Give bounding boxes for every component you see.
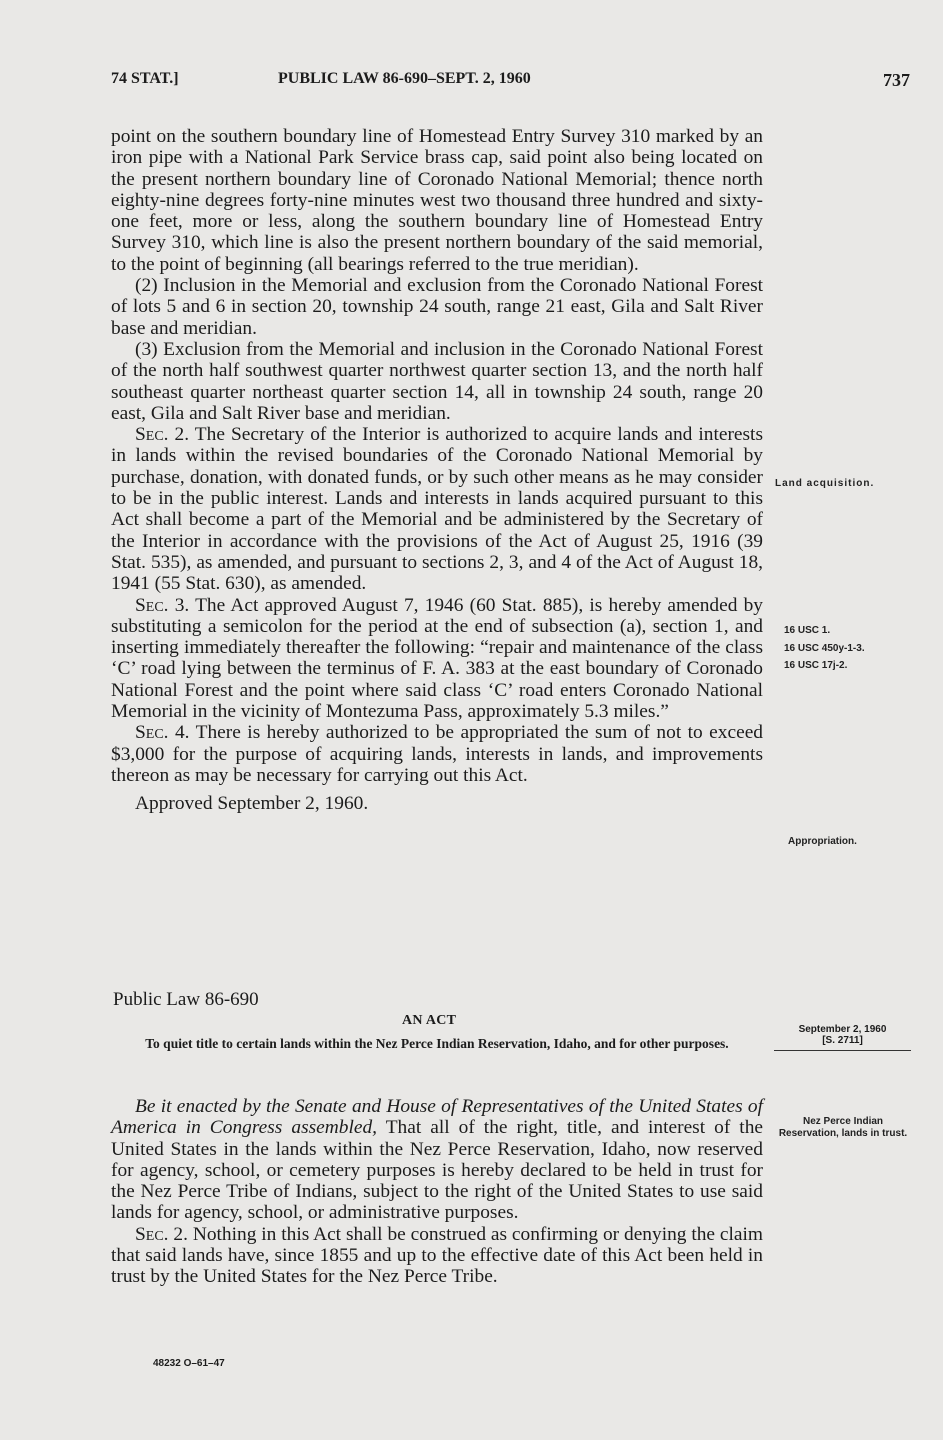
margin-note-usc: 16 USC 1. [784,625,831,636]
section-label: Sec. 2. [135,1223,188,1245]
margin-note-usc: 16 USC 450y-1-3. [784,643,865,654]
approval-line: Approved September 2, 1960. [135,793,369,815]
margin-note-land-acquisition: Land acquisition. [775,478,875,489]
bill-number: [S. 2711] [822,1035,863,1046]
enactment-date-note [774,1024,911,1046]
section-text: Nothing in this Act shall be construed as confirming or denying the claim that said lands have, since 1855 and up to the effective date of this Act been held in trust by the United States for the Nez Perce Tribe. [111,1223,763,1288]
an-act-heading: AN ACT [402,1013,457,1028]
section-text: The Secretary of the Interior is authorized to acquire lands and interests in lands within the revised boundaries of the Coronado National Memorial by purchase, donation, with donated funds, or by such other means as he may consider to be in the public interest. Lands and interests in lands acquired pursuant to this Act shall become a part of the Memorial and be administered by the Secretary of the Interior in accordance with the provisions of the Act of August 25, 1916 (39 Stat. 535), as amended, and pursuant to sections 2, 3, and 4 of the Act of August 18, 1941 (55 Stat. 630), as amended. [111,424,763,595]
enacting-clause: Be it enacted by the Senate and House of Representatives of the United States of America in Congress assembled, [111,1096,763,1139]
page-number: 737 [883,70,910,90]
margin-note-nez-perce: Nez Perce Indian Reservation, lands in trust. [778,1116,908,1139]
section-label: Sec. 4. [135,722,190,744]
paragraph-exclusion: (3) Exclusion from the Memorial and inclusion in the Coronado National Forest of the north half southwest quarter northwest quarter section 13, and the north half southeast quarter northeast quarter section 14, all in township 24 south, range 20 east, Gila and Salt River base and meridian. [111,338,763,424]
enactment-date: September 2, 1960 [798,1024,887,1035]
print-code: 48232 O–61–47 [153,1358,225,1369]
paragraph-text: That all of the right, title, and interest of the United States in the lands within the Nez Perce Reservation, Idaho, now reserved for agency, school, or cemetery purposes is hereby declared to be held in trust for the Nez Perce Tribe of Indians, subject to the right of the United States to use said lands for agency, school, or administrative purposes. [111,1117,763,1224]
section-b-body [111,1096,763,1288]
margin-note-appropriation: Appropriation. [788,836,857,847]
margin-divider [774,1050,911,1051]
paragraph-inclusion: (2) Inclusion in the Memorial and exclusion from the Coronado National Forest of lots 5 and 6 in section 20, township 24 south, range 21 east, Gila and Salt River base and meridian. [111,275,763,339]
section-4 [111,722,763,786]
public-law-title: Public Law 86-690 [113,989,259,1010]
act-purpose: To quiet title to certain lands within the Nez Perce Indian Reservation, Idaho, and for other purposes. [145,1036,729,1051]
paragraph-boundary: point on the southern boundary line of Homestead Entry Survey 310 marked by an iron pipe with a National Park Service brass cap, said point also being located on the present northern boundary line of Coronado National Memorial; thence north eighty-nine degrees forty-nine minutes west two thousand three hundred and sixty-one feet, more or less, along the southern boundary line of Homestead Entry Survey 310, which line is also the present northern boundary of the said memorial, to the point of beginning (all bearings referred to the true meridian). [111,126,763,275]
section-2 [111,424,763,594]
section-text: The Act approved August 7, 1946 (60 Stat. 885), is hereby amended by substituting a semicolon for the period at the end of subsection (a), section 1, and inserting immediately thereafter the following: “repair and maintenance of the class ‘C’ road lying between the terminus of F. A. 383 at the east boundary of Coronado National Forest and the point where said class ‘C’ road enters Coronado National Memorial in the vicinity of Montezuma Pass, approximately 5.3 miles.” [111,594,763,723]
volume-reference: 74 STAT.] [111,70,179,87]
running-header: PUBLIC LAW 86-690–SEPT. 2, 1960 [278,70,531,87]
section-3 [111,595,763,723]
margin-note-usc: 16 USC 17j-2. [784,660,848,671]
section-2 [111,1224,763,1288]
section-text: There is hereby authorized to be appropriated the sum of not to exceed $3,000 for the purpose of acquiring lands, interests in lands, and improvements thereon as may be necessary for carrying out this Act. [111,722,764,786]
section-label: Sec. 2. [135,424,190,446]
enacting-paragraph [111,1096,763,1224]
section-a-body [111,126,763,815]
section-label: Sec. 3. [135,594,190,616]
